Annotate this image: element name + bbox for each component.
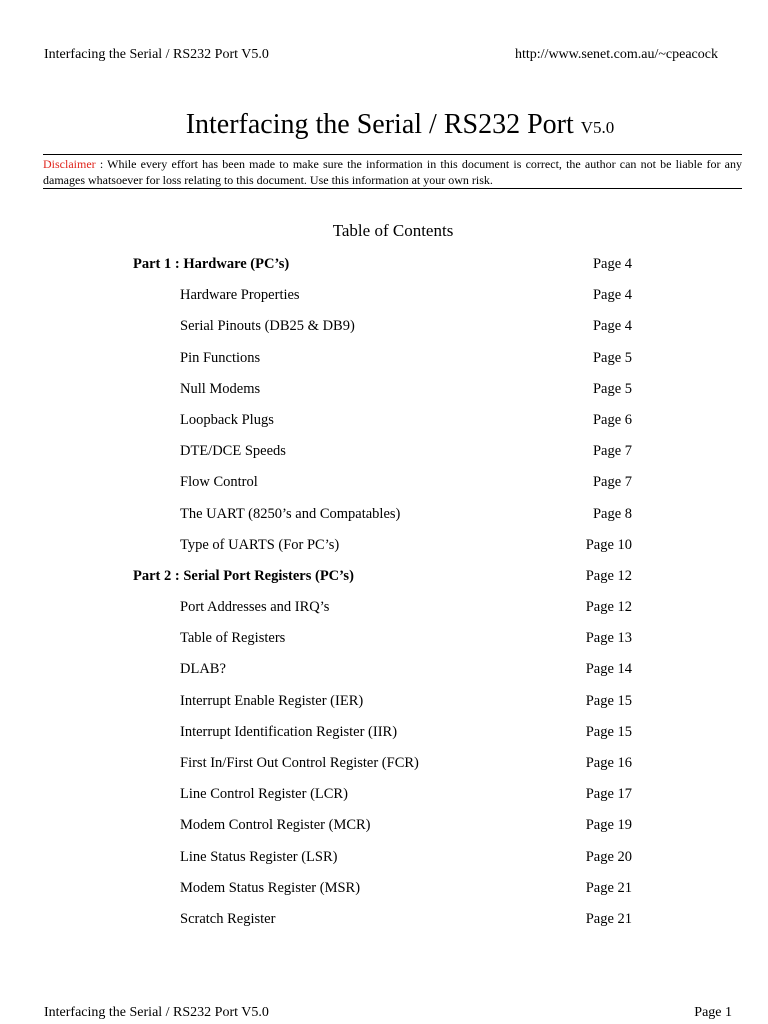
toc-entry[interactable] xyxy=(0,287,768,318)
toc-entry[interactable] xyxy=(0,318,768,349)
toc-entry[interactable] xyxy=(0,880,768,911)
toc-entry[interactable] xyxy=(0,506,768,537)
toc-entry-label: Null Modems xyxy=(180,380,261,397)
toc-entry-page: Page 7 xyxy=(592,443,632,460)
toc-entry-page: Page 10 xyxy=(585,536,632,553)
disclaimer-bottom-rule xyxy=(43,188,742,189)
toc-entry[interactable] xyxy=(0,911,768,942)
toc-entry-label: Interrupt Identification Register (IIR) xyxy=(180,723,398,740)
toc-entry-page: Page 21 xyxy=(585,910,632,927)
toc-entry-label: Pin Functions xyxy=(180,349,261,366)
toc-entry-page: Page 13 xyxy=(585,630,632,647)
toc-entry[interactable] xyxy=(0,599,768,630)
disclaimer-top-rule xyxy=(43,154,742,155)
document-title xyxy=(0,108,768,145)
toc-entry-page: Page 8 xyxy=(592,505,632,522)
toc-entry-page: Page 5 xyxy=(592,349,632,366)
toc-entry[interactable] xyxy=(0,443,768,474)
toc-entry-page: Page 15 xyxy=(585,723,632,740)
toc-entry[interactable] xyxy=(0,693,768,724)
toc-entry-page: Page 6 xyxy=(592,411,632,428)
toc-entry-label: Loopback Plugs xyxy=(180,411,274,428)
toc-entry[interactable] xyxy=(0,661,768,692)
toc-entry-page: Page 21 xyxy=(585,879,632,896)
disclaimer-text: : While every effort has been made to make sure the information in this document is correct, the author can not be liable for any damages whatsoever for loss relating to this document. Use this information at your own risk. xyxy=(43,157,742,187)
toc-entry[interactable] xyxy=(0,412,768,443)
toc-entry[interactable] xyxy=(0,350,768,381)
toc-entry-label: The UART (8250’s and Compatables) xyxy=(180,505,401,522)
toc-entry[interactable] xyxy=(0,381,768,412)
toc-entry-page: Page 17 xyxy=(585,786,632,803)
toc-entry-label: DTE/DCE Speeds xyxy=(180,443,286,460)
toc-entry[interactable] xyxy=(0,537,768,568)
disclaimer xyxy=(43,156,742,188)
toc-part-entry[interactable] xyxy=(0,568,768,599)
toc-entry[interactable] xyxy=(0,724,768,755)
toc-entry-page: Page 5 xyxy=(592,380,632,397)
toc-entry-label: Interrupt Enable Register (IER) xyxy=(180,692,364,709)
toc-entry[interactable] xyxy=(0,474,768,505)
toc-entry-label: Port Addresses and IRQ’s xyxy=(180,599,330,616)
toc-entry-page: Page 7 xyxy=(592,474,632,491)
toc-entry-label: Hardware Properties xyxy=(180,287,300,304)
running-header-title: Interfacing the Serial / RS232 Port V5.0 xyxy=(44,47,269,62)
toc-entry-page: Page 15 xyxy=(585,692,632,709)
toc-entry-label: Part 1 : Hardware (PC’s) xyxy=(133,256,290,272)
toc-entry-label: Serial Pinouts (DB25 & DB9) xyxy=(180,318,355,335)
toc-entry-page: Page 14 xyxy=(585,661,632,678)
running-footer-title: Interfacing the Serial / RS232 Port V5.0 xyxy=(44,1005,269,1020)
toc-entry-page: Page 19 xyxy=(585,817,632,834)
toc-entry[interactable] xyxy=(0,849,768,880)
toc-entry-label: Modem Status Register (MSR) xyxy=(180,879,361,896)
toc-entry-page: Page 4 xyxy=(592,287,632,304)
toc-entry-label: Line Status Register (LSR) xyxy=(180,848,338,865)
document-title-main: Interfacing the Serial / RS232 Port xyxy=(185,109,574,140)
toc-entry[interactable] xyxy=(0,817,768,848)
toc-entry-label: Table of Registers xyxy=(180,630,286,647)
toc-entry-page: Page 4 xyxy=(592,256,632,272)
toc-part-entry[interactable] xyxy=(0,256,768,287)
table-of-contents xyxy=(0,256,768,942)
toc-entry-page: Page 12 xyxy=(585,567,632,584)
toc-entry-label: Line Control Register (LCR) xyxy=(180,786,348,803)
toc-entry-label: Scratch Register xyxy=(180,910,276,927)
toc-entry-page: Page 4 xyxy=(592,318,632,335)
running-header-url: http://www.senet.com.au/~cpeacock xyxy=(515,47,718,62)
toc-entry[interactable] xyxy=(0,786,768,817)
toc-entry-page: Page 12 xyxy=(585,599,632,616)
toc-heading: Table of Contents xyxy=(332,221,454,240)
toc-entry-label: Flow Control xyxy=(180,474,258,491)
toc-entry-label: First In/First Out Control Register (FCR) xyxy=(180,755,419,771)
toc-entry-label: Type of UARTS (For PC’s) xyxy=(180,536,340,553)
toc-entry[interactable] xyxy=(0,755,768,786)
disclaimer-label: Disclaimer xyxy=(43,157,96,171)
toc-entry-label: Modem Control Register (MCR) xyxy=(180,817,371,834)
page-number: Page 1 xyxy=(694,1005,732,1020)
toc-entry-label: DLAB? xyxy=(180,661,226,678)
toc-entry-label: Part 2 : Serial Port Registers (PC’s) xyxy=(133,567,354,584)
toc-entry[interactable] xyxy=(0,630,768,661)
document-title-version: V5.0 xyxy=(580,118,615,137)
toc-entry-page: Page 16 xyxy=(585,755,632,771)
toc-entry-page: Page 20 xyxy=(585,848,632,865)
